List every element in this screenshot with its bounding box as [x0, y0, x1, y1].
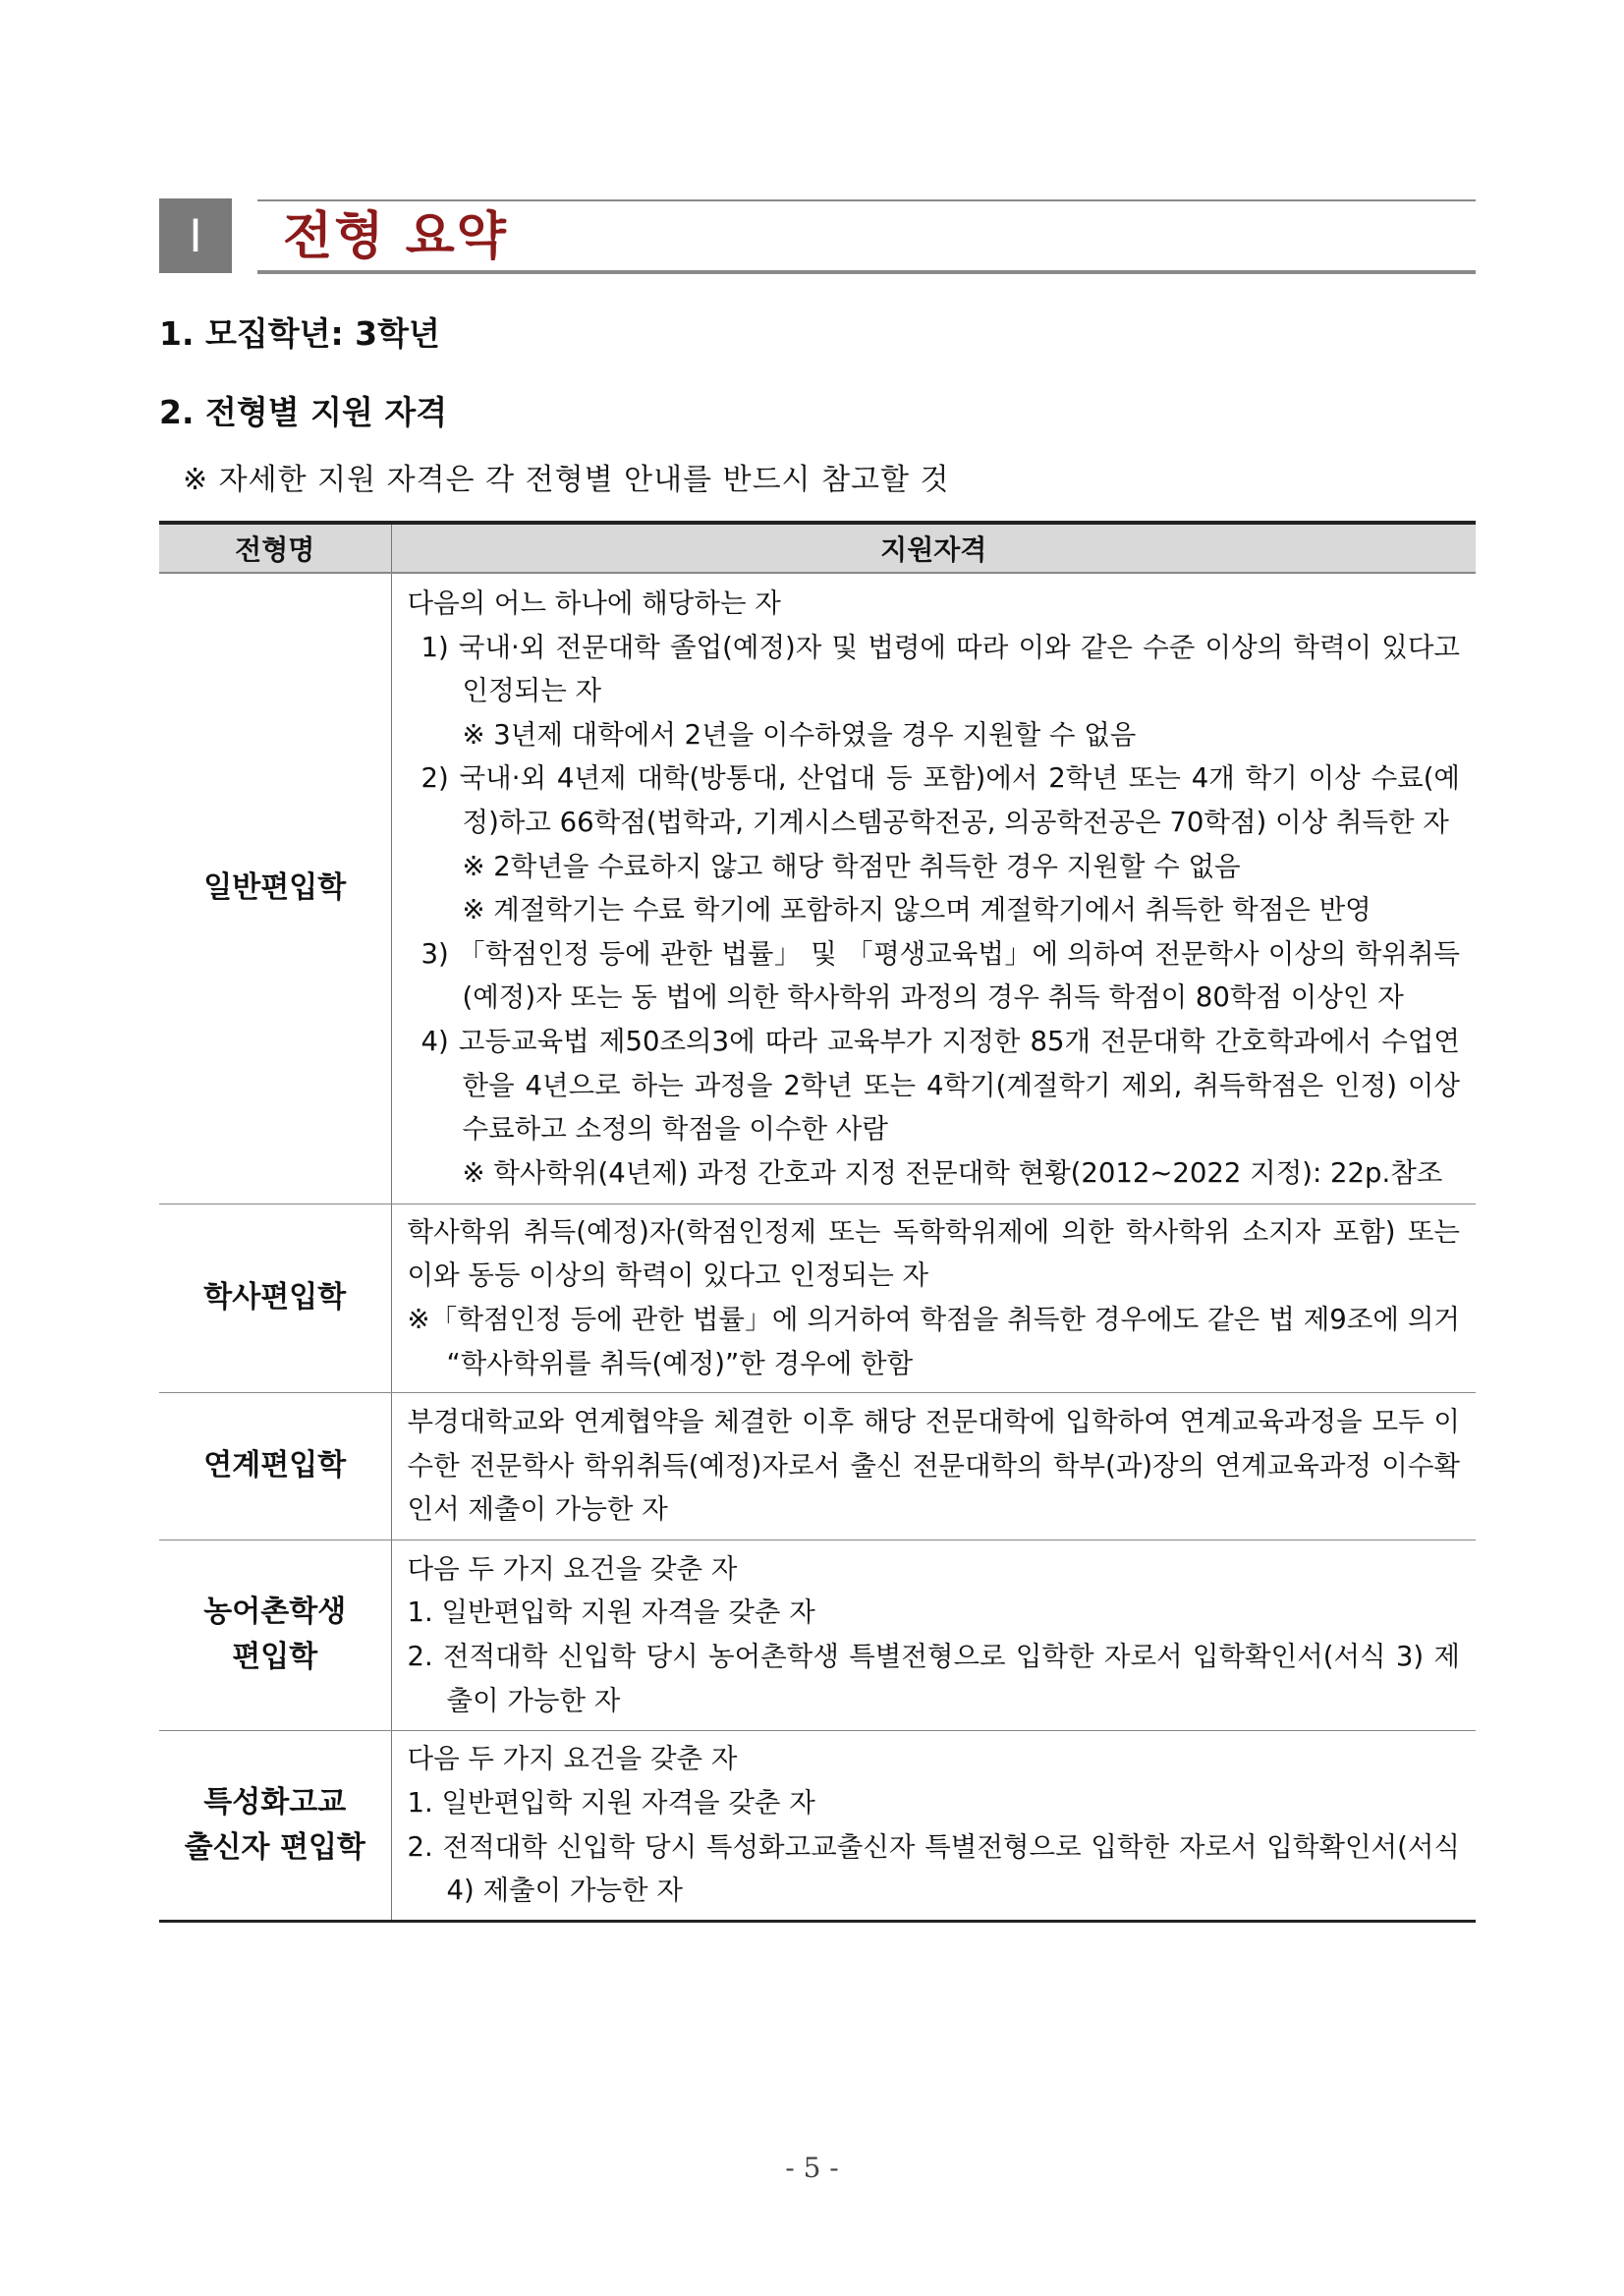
eligibility-line: ※ 계절학기는 수료 학기에 포함하지 않으며 계절학기에서 취득한 학점은 반영	[462, 894, 1372, 926]
eligibility-line: 1. 일반편입학 지원 자격을 갖춘 자	[407, 1596, 815, 1629]
table-row	[159, 1392, 1476, 1540]
row-name-bachelor: 학사편입학	[159, 1204, 391, 1392]
eligibility-line: ※ 학사학위(4년제) 과정 간호과 지정 전문대학 현황(2012~2022 지정): 22p.참조	[462, 1156, 1443, 1189]
section-heading-2: 2. 전형별 지원 자격	[159, 393, 448, 431]
eligibility-line: 3) 「학점인정 등에 관한 법률」 및 「평생교육법」에 의하여 전문학사 이상의 학위취득(예정)자 또는 동 법에 의한 학사학위 과정의 경우 취득 학점이 80학점 이상인 자	[420, 937, 1460, 1014]
row-eligibility	[391, 1204, 1476, 1392]
eligibility-table	[159, 521, 1476, 1923]
row-eligibility	[391, 1730, 1476, 1921]
chapter-title: 전형 요약	[283, 207, 509, 266]
header-rule-bottom	[257, 270, 1476, 274]
chapter-header	[159, 198, 1476, 275]
row-name-line: 출신자 편입학	[184, 1829, 365, 1865]
row-name-line: 농어촌학생	[203, 1595, 347, 1629]
table-row	[159, 1204, 1476, 1392]
eligibility-line: 2. 전적대학 신입학 당시 농어촌학생 특별전형으로 입학한 자로서 입학확인서(서식 3) 제출이 가능한 자	[407, 1641, 1460, 1716]
eligibility-line: 다음의 어느 하나에 해당하는 자	[407, 588, 781, 620]
row-name-line: 편입학	[232, 1640, 318, 1674]
header-rule-top	[257, 199, 1476, 201]
eligibility-line: 2) 국내·외 4년제 대학(방통대, 산업대 등 포함)에서 2학년 또는 4개 학기 이상 수료(예정)하고 66학점(법학과, 기계시스템공학전공, 의공학전공은 70학점) 이상 취득한 자	[420, 762, 1460, 839]
eligibility-line: 2. 전적대학 신입학 당시 특성화고교출신자 특별전형으로 입학한 자로서 입학확인서(서식 4) 제출이 가능한 자	[407, 1830, 1460, 1907]
row-name-linked: 연계편입학	[159, 1392, 391, 1540]
eligibility-line: ※ 2학년을 수료하지 않고 해당 학점만 취득한 경우 지원할 수 없음	[462, 850, 1241, 882]
eligibility-line: 부경대학교와 연계협약을 체결한 이후 해당 전문대학에 입학하여 연계교육과정을 모두 이수한 전문학사 학위취득(예정)자로서 출신 전문대학의 학부(과)장의 연계교육과정 이수확인서 제출이 가능한 자	[407, 1406, 1460, 1526]
page-number: - 5 -	[785, 2152, 839, 2184]
row-eligibility	[391, 573, 1476, 1204]
eligibility-line: ※「학점인정 등에 관한 법률」에 의거하여 학점을 취득한 경우에도 같은 법 제9조에 의거 “학사학위를 취득(예정)”한 경우에 한함	[407, 1304, 1460, 1379]
table-row	[159, 1540, 1476, 1730]
row-name-general: 일반편입학	[159, 573, 391, 1204]
row-name-line: 특성화고교	[203, 1784, 347, 1820]
row-name-rural	[159, 1540, 391, 1730]
eligibility-line: 학사학위 취득(예정)자(학점인정제 또는 독학학위제에 의한 학사학위 소지자 포함) 또는 이와 동등 이상의 학력이 있다고 인정되는 자	[407, 1215, 1460, 1292]
eligibility-line: 1) 국내·외 전문대학 졸업(예정)자 및 법령에 따라 이와 같은 수준 이상의 학력이 있다고 인정되는 자	[420, 631, 1460, 707]
eligibility-line: ※ 3년제 대학에서 2년을 이수하였을 경우 지원할 수 없음	[462, 718, 1137, 751]
chapter-number-box: Ⅰ	[159, 198, 232, 273]
table-header-row	[159, 523, 1476, 573]
column-header-eligibility: 지원자격	[391, 523, 1476, 573]
table-row	[159, 1730, 1476, 1921]
row-name-specialized	[159, 1730, 391, 1921]
eligibility-line: 다음 두 가지 요건을 갖춘 자	[407, 1552, 738, 1585]
eligibility-line: 1. 일반편입학 지원 자격을 갖춘 자	[407, 1786, 815, 1819]
column-header-type: 전형명	[159, 523, 391, 573]
row-eligibility	[391, 1540, 1476, 1730]
section-heading-1: 1. 모집학년: 3학년	[159, 314, 440, 353]
reference-note: ※ 자세한 지원 자격은 각 전형별 안내를 반드시 참고할 것	[183, 463, 950, 497]
table-row	[159, 573, 1476, 1204]
eligibility-line: 다음 두 가지 요건을 갖춘 자	[407, 1743, 738, 1775]
eligibility-line: 4) 고등교육법 제50조의3에 따라 교육부가 지정한 85개 전문대학 간호학과에서 수업연한을 4년으로 하는 과정을 2학년 또는 4학기(계절학기 제외, 취득학점은 인정) 이상 수료하고 소정의 학점을 이수한 사람	[420, 1026, 1460, 1146]
row-eligibility	[391, 1392, 1476, 1540]
